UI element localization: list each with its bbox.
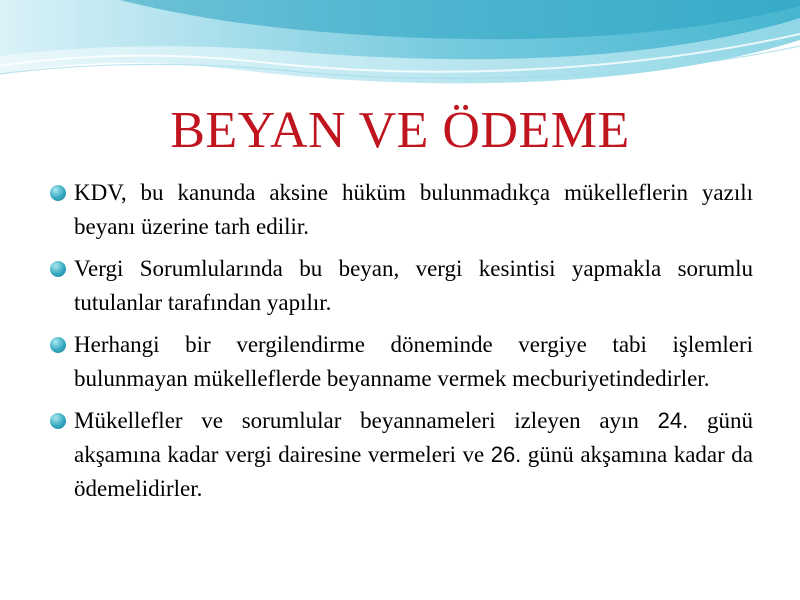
round-bullet-icon xyxy=(50,185,66,201)
bullet-text: KDV, bu kanunda aksine hüküm bulunmadıkça mükelleflerin yazılı beyanı üzerine tarh edilir. xyxy=(74,180,753,239)
day-number: 24. xyxy=(657,408,689,433)
bullet-text: Herhangi bir vergilendirme döneminde vergiye tabi işlemleri bulunmayan mükelleflerde beyanname vermek mecburiyetindedirler. xyxy=(74,332,753,391)
bullet-text-part: günü akşamına kadar vergi dairesine vermeleri ve xyxy=(74,408,753,467)
bullet-item-herhangi xyxy=(50,328,753,396)
bullet-item-mukellefler xyxy=(50,404,753,506)
bullet-text-part: günü akşamına kadar da ödemelidirler. xyxy=(74,442,753,501)
bullet-item-sorumlular xyxy=(50,252,753,320)
round-bullet-icon xyxy=(50,261,66,277)
bullet-item-kdv xyxy=(50,176,753,244)
round-bullet-icon xyxy=(50,337,66,353)
bullet-text: Vergi Sorumlularında bu beyan, vergi kesintisi yapmakla sorumlu tutulanlar tarafından yapılır. xyxy=(74,256,753,315)
day-number: 26. xyxy=(490,442,522,467)
header-wave-decoration xyxy=(0,0,800,95)
bullet-text-part: Mükellefler ve sorumlular beyannameleri izleyen ayın xyxy=(74,408,658,433)
slide-title: BEYAN VE ÖDEME xyxy=(170,102,630,159)
round-bullet-icon xyxy=(50,413,66,429)
bullet-list xyxy=(50,176,753,514)
